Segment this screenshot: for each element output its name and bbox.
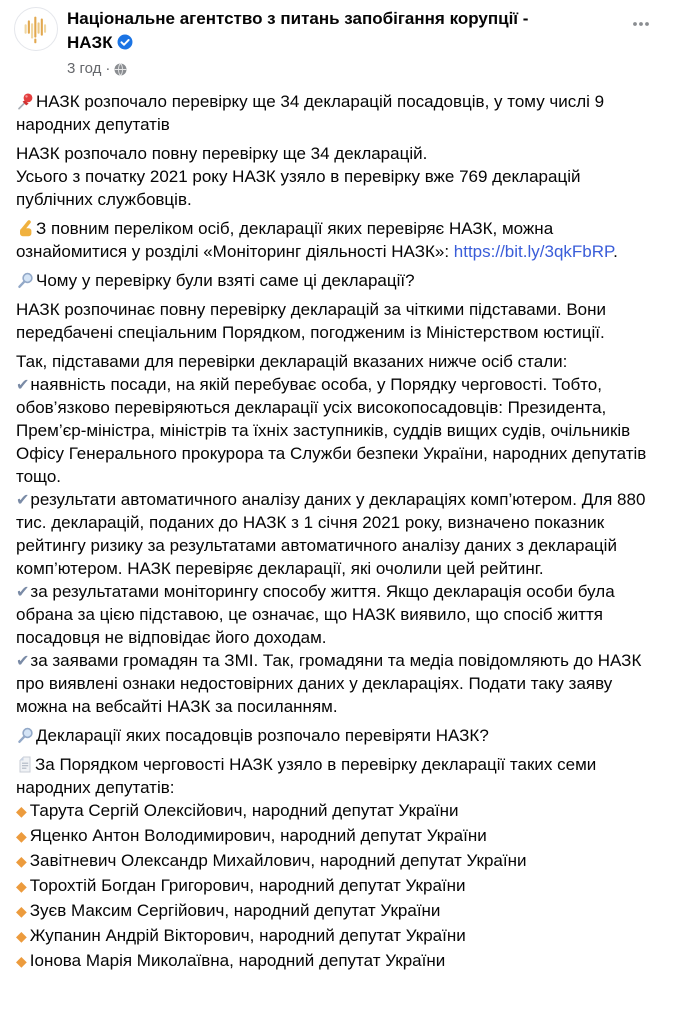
- post-paragraph: НАЗК розпочинає повну перевірку декларацій за чіткими підставами. Вони передбачені спеціальним Порядком, погодженим із Міністерством юстиції.: [16, 300, 607, 342]
- post-line: ◆ Жупанин Андрій Вікторович, народний депутат України: [16, 926, 466, 945]
- post-line: ✔наявність посади, на якій перебуває особа, у Порядку черговості. Тобто, обов’язково перевіряються декларації усіх високопосадовців: Президента, Прем’єр-міністра, міністрів та їхніх заступників, суддів вищих судів, очільників Офісу Генерального прокурора та Служби безпеки України, народних депутатів тощо.: [16, 375, 647, 486]
- diamond-icon: ◆: [16, 879, 27, 895]
- post-paragraph: Декларації яких посадовців розпочало перевіряти НАЗК?: [16, 724, 658, 747]
- post-line: ◆ Торохтій Богдан Григорович, народний депутат України: [16, 876, 466, 895]
- magnifier-icon: [16, 271, 35, 290]
- post-paragraph: З повним переліком осіб, декларації яких перевіряє НАЗК, можна ознайомитися у розділі «Моніторинг діяльності НАЗК»: https://bit.ly/3qkFbRP.: [16, 219, 618, 261]
- post-line: ◆ Іонова Марія Миколаївна, народний депутат України: [16, 951, 446, 970]
- post-paragraph: НАЗК розпочало повну перевірку ще 34 декларацій.: [16, 144, 428, 163]
- nazk-logo-bars-icon: [16, 9, 56, 49]
- post-paragraph: Так, підставами для перевірки декларацій вказаних нижче осіб стали:: [16, 352, 568, 371]
- post-line: ✔за заявами громадян та ЗМІ. Так, громадяни та медіа повідомляють до НАЗК про виявлені ознаки недостовірних даних у деклараціях. Подати таку заяву можна на вебсайті НАЗК за посиланням.: [16, 651, 642, 716]
- diamond-icon: ◆: [16, 804, 27, 820]
- meta-separator: ·: [105, 60, 111, 77]
- post-link[interactable]: https://bit.ly/3qkFbRP: [453, 242, 614, 261]
- post-paragraph: Чому у перевірку були взяті саме ці декларації?: [16, 269, 658, 292]
- post-text: [0, 78, 674, 974]
- post-line: ◆ Яценко Антон Володимирович, народний депутат України: [16, 826, 487, 845]
- page-name-line2: НАЗК: [67, 33, 113, 52]
- pointing-hand-icon: [16, 219, 35, 238]
- post-line: ◆ Зуєв Максим Сергійович, народний депутат України: [16, 901, 441, 920]
- diamond-icon: ◆: [16, 854, 27, 870]
- post-line: ✔за результатами моніторингу способу життя. Якщо декларація особи була обрана за цією підставою, це означає, що НАЗК виявило, що спосіб життя посадовця не відповідає його доходам.: [16, 582, 615, 647]
- post-header: [0, 0, 674, 78]
- post-line: ✔результати автоматичного аналізу даних у деклараціях комп’ютером. Для 880 тис. декларацій, поданих до НАЗК з 1 січня 2021 року, визначено показник рейтингу ризику за результатами автоматичного аналізу даних з декларацій комп’ютером. НАЗК перевіряє декларації, які очолили цей рейтинг.: [16, 490, 646, 578]
- avatar[interactable]: [14, 7, 58, 51]
- check-icon: ✔: [16, 490, 30, 509]
- pushpin-icon: [16, 92, 35, 111]
- globe-icon: [114, 63, 127, 76]
- verified-badge-icon: [117, 33, 133, 57]
- header-text: [67, 7, 624, 78]
- check-icon: ✔: [16, 582, 30, 601]
- page-name-link[interactable]: [67, 7, 624, 57]
- post-paragraph: За Порядком черговості НАЗК узяло в перевірку декларації таких семи народних депутатів:: [16, 755, 597, 797]
- page-name-line1: Національне агентство з питань запобігання корупції -: [67, 9, 529, 28]
- more-options-button[interactable]: [624, 13, 658, 40]
- diamond-icon: ◆: [16, 954, 27, 970]
- post-paragraph: НАЗК розпочало перевірку ще 34 декларацій посадовців, у тому числі 9 народних депутатів: [16, 92, 605, 134]
- ellipsis-icon: [630, 18, 652, 35]
- check-icon: ✔: [16, 651, 30, 670]
- timestamp-link[interactable]: 3 год: [67, 60, 102, 77]
- check-icon: ✔: [16, 375, 30, 394]
- diamond-icon: ◆: [16, 904, 27, 920]
- post-meta: [67, 60, 624, 78]
- diamond-icon: ◆: [16, 829, 27, 845]
- diamond-icon: ◆: [16, 929, 27, 945]
- magnifier-icon: [16, 726, 35, 745]
- page-icon: [16, 755, 34, 774]
- post-line: ◆ Тарута Сергій Олексійович, народний депутат України: [16, 801, 459, 820]
- post-line: Усього з початку 2021 року НАЗК узяло в перевірку вже 769 декларацій публічних службовців.: [16, 167, 581, 209]
- post-line: ◆ Завітневич Олександр Михайлович, народний депутат України: [16, 851, 527, 870]
